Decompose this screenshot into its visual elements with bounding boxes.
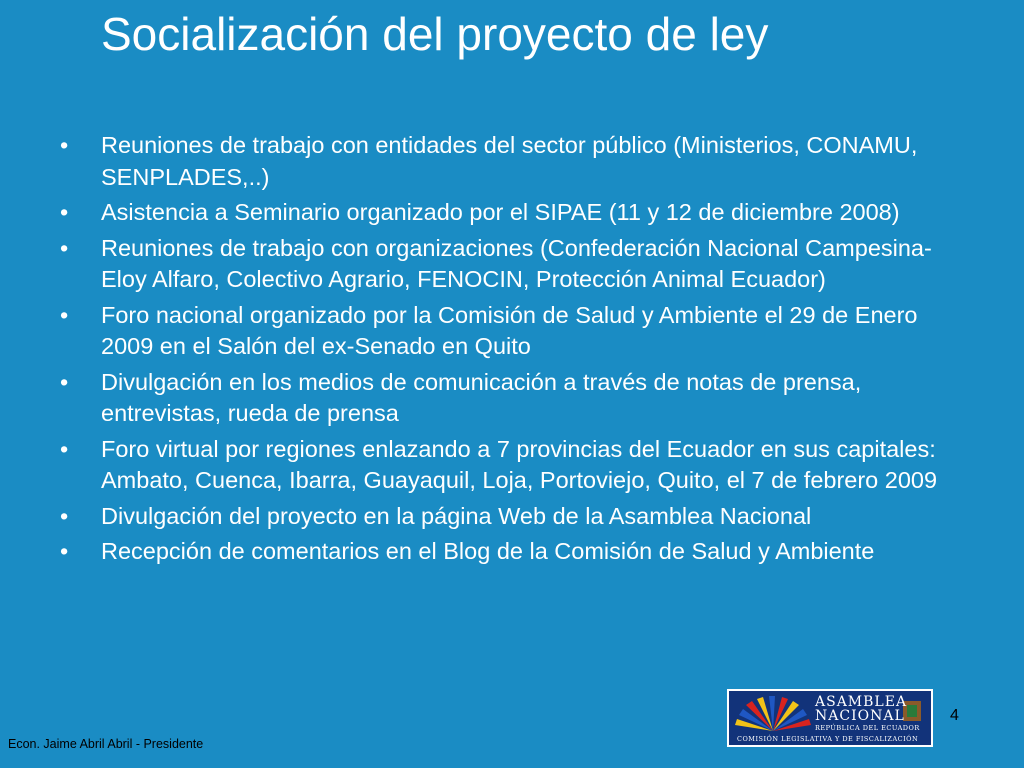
list-item (60, 197, 960, 229)
list-item (60, 536, 960, 568)
bullet-icon: • (60, 538, 69, 564)
bullet-icon: • (60, 199, 69, 225)
bullet-icon: • (60, 234, 69, 261)
logo-text-asamblea: ASAMBLEA (815, 694, 908, 710)
slide-title: Socialización del proyecto de ley (101, 8, 769, 60)
logo-text-nacional: NACIONAL (815, 708, 905, 724)
list-item-text: Foro virtual por regiones enlazando a 7 provincias del Ecuador en sus capitales: Ambato, Cuenca, Ibarra, Guayaquil, Loja, Portoviejo, Quito, el 7 de febrero 2009 (101, 435, 938, 493)
list-item (60, 300, 960, 363)
list-item-text: Foro nacional organizado por la Comisión de Salud y Ambiente el 29 de Enero 2009 en el Salón del ex-Senado en Quito (101, 301, 918, 359)
list-item-text: Reuniones de trabajo con organizaciones (Confederación Nacional Campesina-Eloy Alfaro, Colectivo Agrario, FENOCIN, Protección Animal Ecuador) (101, 234, 932, 292)
list-item-text: Divulgación del proyecto en la página Web de la Asamblea Nacional (101, 502, 812, 529)
bullet-list (60, 130, 960, 572)
bullet-icon: • (60, 132, 69, 158)
list-item (60, 501, 960, 533)
list-item (60, 434, 960, 497)
bullet-icon: • (60, 368, 69, 395)
slide-number: 4 (950, 707, 959, 724)
list-item-text: Recepción de comentarios en el Blog de la Comisión de Salud y Ambiente (101, 538, 875, 564)
list-item (60, 367, 960, 430)
bullet-icon: • (60, 435, 69, 462)
list-item (60, 130, 960, 193)
footer-text: Econ. Jaime Abril Abril - Presidente (8, 737, 204, 751)
logo-text-republica: REPÚBLICA DEL ECUADOR (815, 724, 920, 732)
list-item (60, 233, 960, 296)
list-item-text: Divulgación en los medios de comunicación a través de notas de prensa, entrevistas, rueda de prensa (101, 368, 862, 426)
logo-text-comision: COMISIÓN LEGISLATIVA Y DE FISCALIZACIÓN (737, 735, 919, 743)
bullet-icon: • (60, 502, 69, 529)
list-item-text: Asistencia a Seminario organizado por el SIPAE (11 y 12 de diciembre 2008) (101, 199, 900, 225)
asamblea-nacional-logo (727, 689, 933, 747)
list-item-text: Reuniones de trabajo con entidades del sector público (Ministerios, CONAMU, SENPLADES,..) (101, 132, 918, 190)
bullet-icon: • (60, 301, 69, 328)
